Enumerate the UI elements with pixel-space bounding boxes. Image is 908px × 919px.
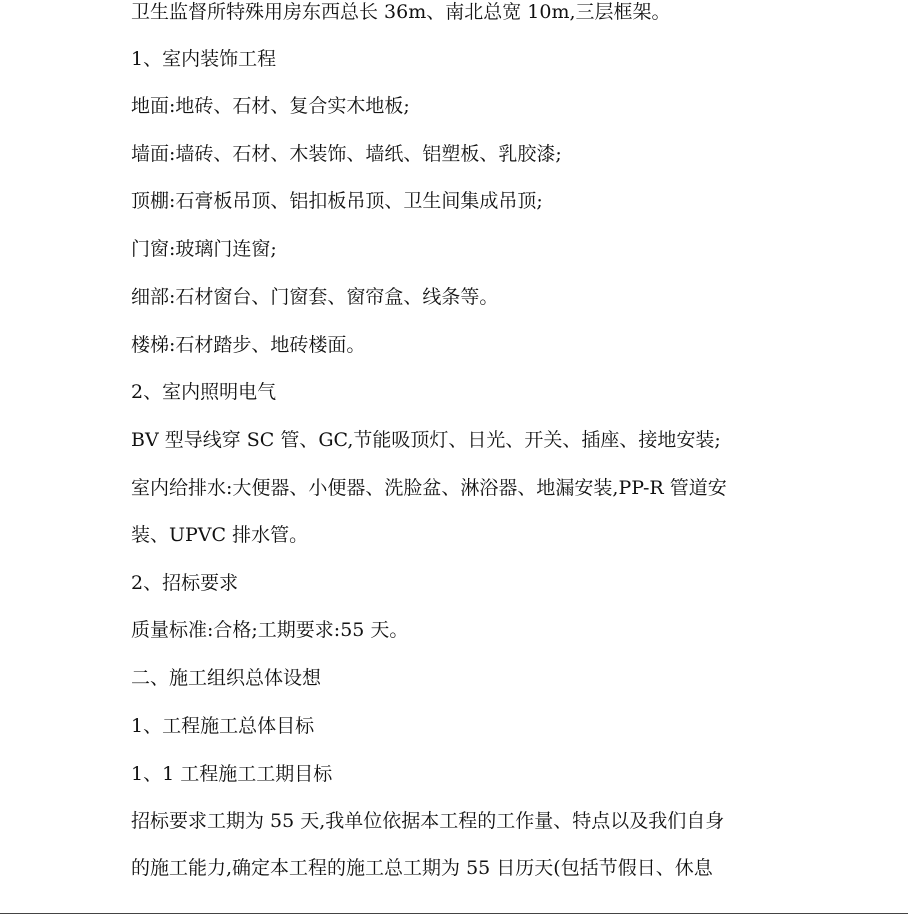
- section-heading: 1、室内装饰工程: [131, 48, 277, 70]
- section-heading: 二、施工组织总体设想: [131, 667, 322, 689]
- section-heading: 2、室内照明电气: [131, 381, 277, 403]
- section-heading: 1、工程施工总体目标: [131, 715, 315, 737]
- text-line: 楼梯:石材踏步、地砖楼面。: [131, 334, 366, 356]
- section-heading: 1、1 工程施工工期目标: [131, 763, 333, 785]
- text-line: 的施工能力,确定本工程的施工总工期为 55 日历天(包括节假日、休息: [131, 857, 713, 879]
- text-line: 墙面:墙砖、石材、木装饰、墙纸、铝塑板、乳胶漆;: [131, 143, 562, 165]
- section-heading: 2、招标要求: [131, 572, 239, 594]
- page-bottom-border: [0, 913, 908, 914]
- text-line: 室内给排水:大便器、小便器、洗脸盆、淋浴器、地漏安装,PP-R 管道安: [131, 477, 727, 499]
- text-line: 质量标准:合格;工期要求:55 天。: [131, 619, 409, 641]
- text-line: 门窗:玻璃门连窗;: [131, 238, 277, 260]
- text-line: 装、UPVC 排水管。: [131, 524, 309, 546]
- text-line: BV 型导线穿 SC 管、GC,节能吸顶灯、日光、开关、插座、接地安装;: [131, 429, 721, 451]
- text-line: 顶棚:石膏板吊顶、铝扣板吊顶、卫生间集成吊顶;: [131, 190, 543, 212]
- text-line: 卫生监督所特殊用房东西总长 36m、南北总宽 10m,三层框架。: [131, 1, 671, 23]
- text-line: 招标要求工期为 55 天,我单位依据本工程的工作量、特点以及我们自身: [131, 810, 725, 832]
- text-line: 细部:石材窗台、门窗套、窗帘盒、线条等。: [131, 286, 499, 308]
- text-line: 地面:地砖、石材、复合实木地板;: [131, 95, 410, 117]
